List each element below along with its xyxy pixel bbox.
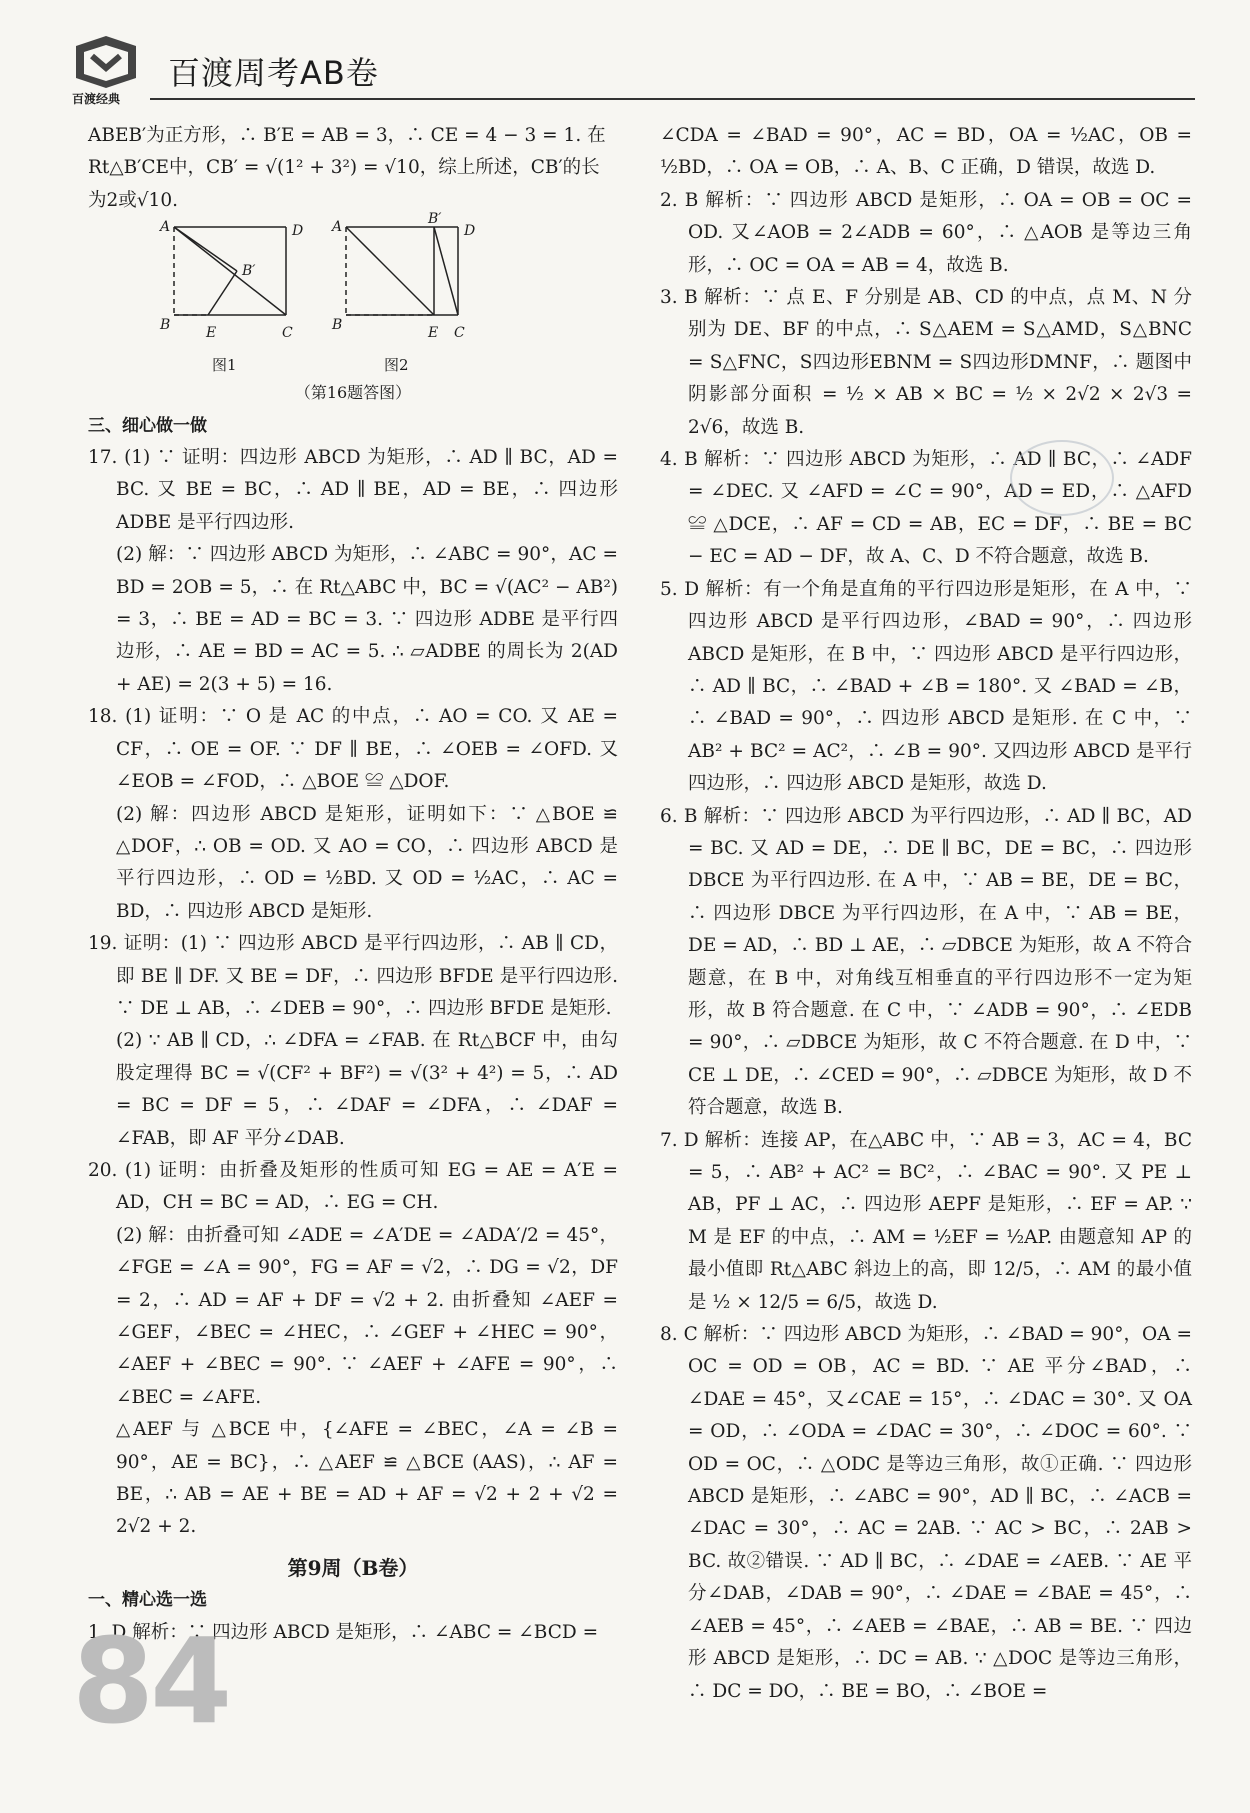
figure-1 — [160, 217, 304, 375]
vertex-label: B — [160, 317, 171, 334]
vertex-label: D — [464, 223, 476, 240]
vertex-label: B′ — [428, 211, 442, 228]
answer-paragraph: △AEF 与 △BCE 中，{∠AFE = ∠BEC，∠A = ∠B = 90°，AE = BC}，∴ △AEF ≌ △BCE (AAS)，∴ AF = BE，∴ AB = AE + BE = AD + AF = √2 + 2 + √2 = 2√2 + 2. — [116, 1419, 618, 1538]
vertex-label: D — [292, 223, 304, 240]
answer-paragraph: 20. (1) 证明：由折叠及矩形的性质可知 EG = AE = A′E = AD，CH = BC = AD，∴ EG = CH. — [88, 1159, 618, 1214]
vertex-label: B′ — [242, 263, 256, 280]
answer-paragraph: (2) ∵ AB ∥ CD，∴ ∠DFA = ∠FAB. 在 Rt△BCF 中，由勾股定理得 BC = √(CF² + BF²) = √(3² + 4²) = 5，∴ AD = BC = DF = 5，∴ ∠DAF = ∠DFA，∴ ∠DAF = ∠FAB，即 AF 平分∠DAB. — [116, 1030, 618, 1149]
figure-2 — [332, 211, 476, 375]
week-title: 第9周（B卷） — [287, 1555, 419, 1580]
right-column — [660, 120, 1192, 1708]
header-rule — [150, 98, 1195, 100]
answer-paragraph: 19. 证明：(1) ∵ 四边形 ABCD 是平行四边形，∴ AB ∥ CD，即 BE ∥ DF. 又 BE = DF，∴ 四边形 BFDE 是平行四边形. ∵ DE ⊥ AB，∴ ∠DEB = 90°，∴ 四边形 BFDE 是矩形. — [88, 933, 618, 1019]
answer-paragraph: 7. D 解析：连接 AP，在△ABC 中，∵ AB = 3，AC = 4，BC = 5，∴ AB² + AC² = BC²，∴ ∠BAC = 90°. 又 PE ⊥ AB，PF ⊥ AC，∴ 四边形 AEPF 是矩形，∴ EF = AP. ∵ M 是 EF 的中点，∴ AM = ½EF = ½AP. 由题意知 AP 的最小值即 Rt△ABC 斜边上的高，即 12/5，∴ AM 的最小值是 ½ × 12/5 = 6/5，故选 D. — [660, 1129, 1192, 1313]
figure-1-name: 图1 — [212, 356, 237, 375]
text-line: Rt△B′CE中，CB′ = √(1² + 3²) = √10，综上所述，CB′的长 — [88, 157, 600, 179]
watermark-stamp — [1010, 440, 1114, 516]
page-header — [70, 28, 1195, 118]
answer-paragraph: 3. B 解析：∵ 点 E、F 分别是 AB、CD 的中点，点 M、N 分别为 DE、BF 的中点，∴ S△AEM = S△AMD，S△BNC = S△FNC，S四边形EBNM = S四边形DMNF，∴ 题图中阴影部分面积 = ½ × AB × BC = ½ × 2√2 × 2√3 = 2√6，故选 B. — [660, 287, 1192, 438]
answer-paragraph: (2) 解：∵ 四边形 ABCD 为矩形，∴ ∠ABC = 90°，AC = BD = 2OB = 5，∴ 在 Rt△ABC 中，BC = √(AC² − AB²) = 3，∴ BE = AD = BC = 3. ∵ 四边形 ADBE 是平行四边形，∴ AE = BD = AC = 5. ∴ ▱ADBE 的周长为 2(AD + AE) = 2(3 + 5) = 16. — [116, 544, 618, 695]
answer-paragraph: 17. (1) ∵ 证明：四边形 ABCD 为矩形，∴ AD ∥ BC，AD = BC. 又 BE = BC，∴ AD ∥ BE，AD = BE，∴ 四边形 ADBE 是平行四边形. — [88, 447, 618, 533]
figure-caption: （第16题答图） — [294, 383, 412, 403]
answer-paragraph: 6. B 解析：∵ 四边形 ABCD 为平行四边形，∴ AD ∥ BC，AD = BC. 又 AD = DE，∴ DE ∥ BC，DE = BC，∴ 四边形 DBCE 为平行四边形. 在 A 中，∵ AB = BE，DE = BC，∴ 四边形 DBCE 为平行四边形，在 A 中，∵ AB = BE，DE = AD，∴ BD ⊥ AE，∴ ▱DBCE 为矩形，故 A 不符合题意，在 B 中，对角线互相垂直的平行四边形不一定为矩形，故 B 符合题意. 在 C 中，∵ ∠ADB = 90°，∴ ∠EDB = 90°，∴ ▱DBCE 为矩形，故 C 不符合题意. 在 D 中，∵ CE ⊥ DE，∴ ∠CED = 90°，∴ ▱DBCE 为矩形，故 D 不符合题意，故选 B. — [660, 805, 1192, 1119]
answer-paragraph: (2) 解：由折叠可知 ∠ADE = ∠A′DE = ∠ADA′/2 = 45°，∠FGE = ∠A = 90°，FG = AF = √2，∴ DG = √2，DF = 2，∴ AD = AF + DF = √2 + 2. 由折叠知 ∠AEF = ∠GEF，∠BEC = ∠HEC，∴ ∠GEF + ∠HEC = 90°，∠AEF + ∠BEC = 90°. ∵ ∠AEF + ∠AFE = 90°，∴ ∠BEC = ∠AFE. — [116, 1224, 618, 1408]
figure-1-drawing — [168, 217, 293, 327]
book-title: 百渡周考AB卷 — [168, 54, 379, 92]
page-number: 84 — [72, 1612, 229, 1750]
answer-paragraph: 4. B 解析：∵ 四边形 ABCD 为矩形，∴ AD ∥ BC，∴ ∠ADF = ∠DEC. 又 ∠AFD = ∠C = 90°，AD = ED，∴ △AFD ≌ △DCE，∴ AF = CD = AB，EC = DF，∴ BE = BC − EC = AD − DF，故 A、C、D 不符合题意，故选 B. — [660, 449, 1192, 568]
vertex-label: C — [454, 325, 465, 342]
section-heading: 一、精心选一选 — [88, 1590, 207, 1611]
vertex-label: B — [332, 317, 343, 334]
vertex-label: A — [332, 219, 343, 236]
vertex-label: A — [160, 219, 171, 236]
vertex-label: C — [282, 325, 293, 342]
answer-paragraph: 8. C 解析：∵ 四边形 ABCD 为矩形，∴ ∠BAD = 90°，OA = OC = OD = OB，AC = BD. ∵ AE 平分∠BAD，∴ ∠DAE = 45°，又∠CAE = 15°，∴ ∠DAC = 30°. 又 OA = OD，∴ ∠ODA = ∠DAC = 30°，∴ ∠DOC = 60°. ∵ OD = OC，∴ △ODC 是等边三角形，故①正确. ∵ 四边形 ABCD 是矩形，∴ ∠ABC = 90°，AD ∥ BC，∴ ∠ACB = ∠DAC = 30°，∴ AC = 2AB. ∵ AC > BC，∴ 2AB > BC. 故②错误. ∵ AD ∥ BC，∴ ∠DAE = ∠AEB. ∵ AE 平分∠DAB，∠DAB = 90°，∴ ∠DAE = ∠BAE = 45°，∴ ∠AEB = 45°，∴ ∠AEB = ∠BAE，∴ AB = BE. ∵ 四边形 ABCD 是矩形，∴ DC = AB. ∵ △DOC 是等边三角形，∴ DC = DO，∴ BE = BO，∴ ∠BOE = — [660, 1324, 1192, 1702]
left-column — [88, 120, 618, 1649]
section-heading: 三、细心做一做 — [88, 415, 207, 436]
vertex-label: E — [428, 325, 439, 342]
logo-text: 百渡经典 — [72, 92, 121, 106]
text-line: ABEB′为正方形，∴ B′E = AB = 3，∴ CE = 4 − 3 = 1. 在 — [88, 125, 606, 146]
answer-paragraph: 1. D 解析：∵ 四边形 ABCD 是矩形，∴ ∠ABC = ∠BCD = — [88, 1621, 599, 1643]
answer-paragraph: 5. D 解析：有一个角是直角的平行四边形是矩形，在 A 中，∵ 四边形 ABCD 是平行四边形，∠BAD = 90°，∴ 四边形 ABCD 是矩形，在 B 中，∵ 四边形 ABCD 是平行四边形，∴ AD ∥ BC，∴ ∠BAD + ∠B = 180°. 又 ∠BAD = ∠B，∴ ∠BAD = 90°，∴ 四边形 ABCD 是矩形. 在 C 中，∵ AB² + BC² = AC²，∴ ∠B = 90°. 又四边形 ABCD 是平行四边形，∴ 四边形 ABCD 是矩形，故选 D. — [660, 578, 1192, 795]
figure-2-name: 图2 — [384, 356, 409, 375]
vertex-label: E — [206, 325, 217, 342]
figure-2-drawing — [340, 217, 465, 327]
answer-paragraph: (2) 解：四边形 ABCD 是矩形，证明如下：∵ △BOE ≌ △DOF，∴ OB = OD. 又 AO = CO，∴ 四边形 ABCD 是平行四边形，∴ OD = ½BD. 又 OD = ½AC，∴ AC = BD，∴ 四边形 ABCD 是矩形. — [116, 803, 618, 922]
answer-paragraph: ∠CDA = ∠BAD = 90°，AC = BD，OA = ½AC，OB = ½BD，∴ OA = OB，∴ A、B、C 正确，D 错误，故选 D. — [660, 125, 1192, 179]
text-line: 为2或√10. — [88, 189, 178, 211]
figure-16 — [88, 211, 618, 377]
answer-paragraph: 2. B 解析：∵ 四边形 ABCD 是矩形，∴ OA = OB = OC = OD. 又∠AOB = 2∠ADB = 60°，∴ △AOB 是等边三角形，∴ OC = OA = AB = 4，故选 B. — [660, 189, 1192, 276]
answer-paragraph: 18. (1) 证明：∵ O 是 AC 的中点，∴ AO = CO. 又 AE = CF，∴ OE = OF. ∵ DF ∥ BE，∴ ∠OEB = ∠OFD. 又 ∠EOB = ∠FOD，∴ △BOE ≌ △DOF. — [88, 706, 618, 793]
